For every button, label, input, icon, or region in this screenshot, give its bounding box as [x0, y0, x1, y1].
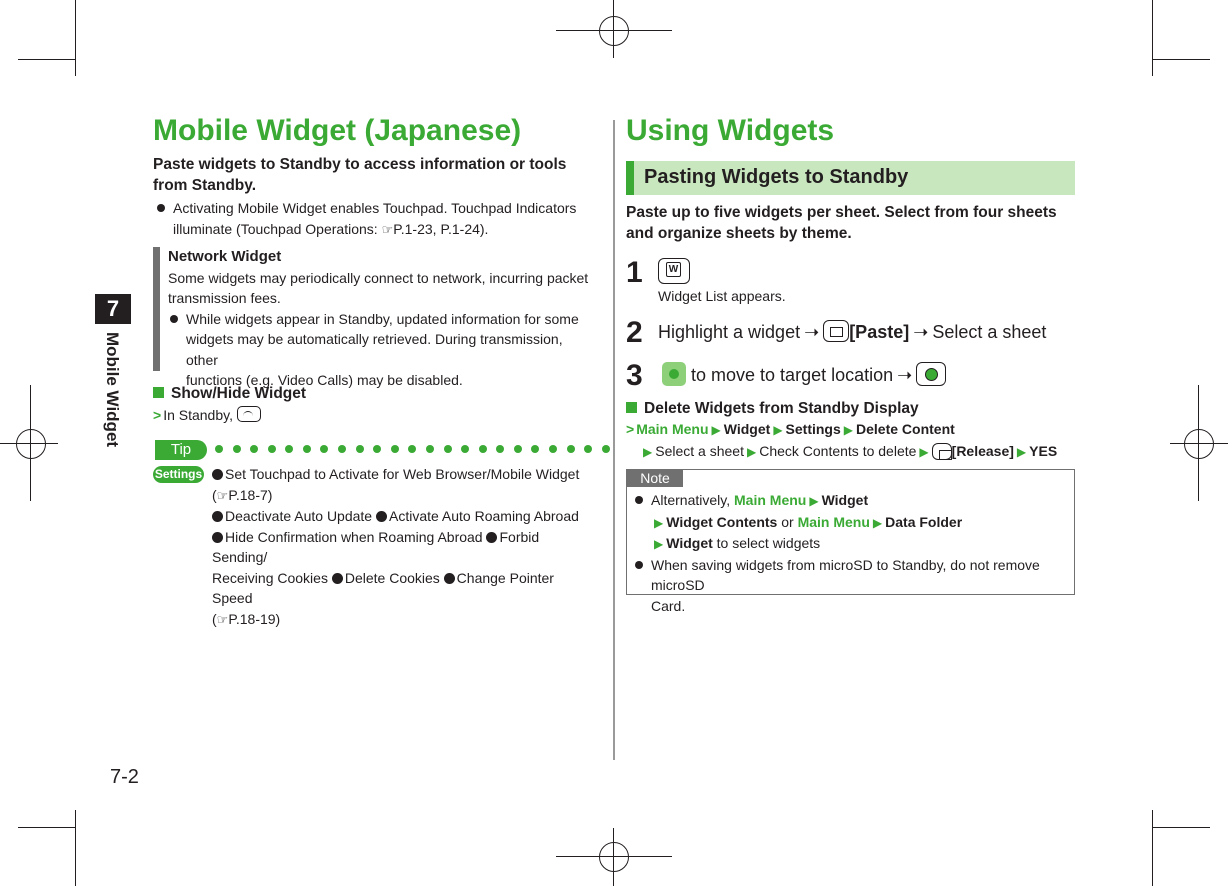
- column-divider: [613, 120, 615, 760]
- crop-mark: [18, 827, 76, 828]
- lead-text-right: [626, 202, 1076, 244]
- bullet-line: illuminate (Touchpad Operations:: [173, 220, 382, 237]
- setting-item[interactable]: Set Touchpad to Activate for Web Browser/Mobile Widget: [225, 466, 580, 482]
- settings-label: Settings: [154, 467, 203, 481]
- crop-mark: [1152, 827, 1210, 828]
- page-title-left: Mobile Widget (Japanese): [153, 114, 522, 147]
- triangle-right-icon: ▶: [872, 515, 883, 530]
- setting-item[interactable]: Activate Auto Roaming Abroad: [389, 508, 579, 524]
- delete-heading: [626, 400, 919, 418]
- section-square-icon: [153, 387, 164, 398]
- registration-circle: [1184, 429, 1214, 459]
- network-text: transmission fees.: [168, 290, 281, 306]
- bullet-dot: [212, 469, 223, 480]
- registration-circle: [599, 842, 629, 872]
- arrow-right-icon: ➝: [897, 365, 913, 385]
- registration-circle: [16, 429, 46, 459]
- bullet-dot: [170, 315, 178, 323]
- yes-option[interactable]: YES: [1029, 442, 1058, 459]
- setting-item[interactable]: Hide Confirmation when Roaming Abroad: [225, 528, 487, 545]
- menu-main-menu[interactable]: Main Menu: [734, 492, 807, 508]
- step-number: 3: [626, 359, 643, 392]
- triangle-right-icon: ▶: [711, 423, 721, 437]
- step-1-key: [658, 258, 690, 289]
- step-number: 1: [626, 256, 643, 289]
- crop-mark: [75, 810, 76, 886]
- registration-circle: [599, 16, 629, 46]
- chapter-number: 7: [95, 294, 131, 324]
- lead-text-left: [153, 154, 593, 196]
- network-widget-title: Network Widget: [168, 248, 282, 265]
- delete-step: Check Contents to delete: [759, 442, 917, 459]
- chapter-title-text: Mobile Widget: [103, 332, 122, 448]
- page-title-right: Using Widgets: [626, 114, 835, 147]
- setting-item[interactable]: Deactivate Auto Update: [225, 508, 376, 524]
- setting-item[interactable]: Forbid Sending/: [212, 528, 540, 565]
- navigation-key-icon: [662, 362, 686, 386]
- tip-dots: [215, 445, 610, 455]
- crop-mark: [1152, 810, 1153, 886]
- bullet-dot: [486, 532, 497, 543]
- setting-item[interactable]: Delete Cookies: [344, 569, 444, 586]
- network-bullet-line: While widgets appear in Standby, updated information for some: [186, 310, 579, 327]
- triangle-right-icon: ▶: [919, 444, 929, 459]
- note-text: Alternatively,: [651, 492, 734, 508]
- lead-line: and organize sheets by theme.: [626, 225, 852, 242]
- note-text: or: [777, 513, 798, 530]
- bullet-line: Activating Mobile Widget enables Touchpad. Touchpad Indicators: [173, 200, 577, 216]
- crop-mark: [1152, 0, 1153, 76]
- mail-key-icon: [932, 443, 952, 460]
- triangle-right-icon: ▶: [654, 515, 664, 530]
- network-bullet-line: widgets may be automatically retrieved. During transmission, other: [186, 331, 563, 368]
- step-arrow-icon: >: [153, 407, 162, 423]
- reference-hand-icon: ☞: [216, 487, 229, 503]
- delete-path: [626, 419, 1078, 462]
- page-number: 7-2: [110, 766, 139, 788]
- step-3-text: [662, 362, 946, 386]
- settings-list: Set Touchpad to Activate for Web Browser/Mobile Widget (☞P.18-7) Deactivate Auto Update Activate Auto Roaming Abroad Hide Confirmation when Roaming Abroad Forbid Sending/ Receiving Cookies Delete Cookies Change Pointer Speed (☞P.18-19): [212, 466, 580, 627]
- arrow-right-icon: ➝: [804, 322, 820, 342]
- step-arrow-icon: >: [626, 421, 635, 437]
- crop-mark: [75, 0, 76, 76]
- network-text: Some widgets may periodically connect to network, incurring packet: [168, 269, 589, 286]
- page-reference[interactable]: P.18-19): [228, 610, 281, 627]
- triangle-right-icon: ▶: [654, 537, 664, 551]
- setting-item[interactable]: Change Pointer Speed: [212, 569, 554, 606]
- release-softkey[interactable]: [Release]: [951, 442, 1014, 459]
- page-reference[interactable]: P.18-7): [228, 486, 273, 503]
- delete-step: Select a sheet: [655, 442, 744, 459]
- menu-widget-contents[interactable]: Widget Contents: [666, 513, 778, 530]
- delete-title: Delete Widgets from Standby Display: [644, 400, 919, 417]
- bullet-dot: [212, 532, 223, 543]
- triangle-right-icon: ▶: [643, 444, 653, 459]
- paste-softkey[interactable]: [Paste]: [849, 322, 910, 342]
- menu-main-menu[interactable]: Main Menu: [797, 513, 870, 530]
- lead-line: from Standby.: [153, 177, 257, 194]
- menu-widget[interactable]: Widget: [666, 535, 713, 551]
- lead-line: Paste widgets to Standby to access information or tools: [153, 156, 567, 173]
- step-2-action: Highlight a widget: [658, 322, 801, 342]
- step-3-action: to move to target location: [691, 365, 894, 385]
- note-text: Card.: [651, 597, 686, 614]
- step-number: 2: [626, 316, 643, 349]
- widget-key-icon: W: [658, 258, 690, 284]
- note-text: When saving widgets from microSD to Standby, do not remove microSD: [651, 556, 1040, 593]
- bullet-dot: [157, 204, 165, 212]
- section-square-icon: [626, 402, 637, 413]
- show-hide-heading: [153, 385, 306, 403]
- triangle-right-icon: ▶: [773, 423, 783, 437]
- show-hide-title: Show/Hide Widget: [171, 385, 307, 402]
- step-1-result: Widget List appears.: [658, 288, 786, 304]
- crop-mark: [1152, 59, 1210, 60]
- menu-widget[interactable]: Widget: [821, 492, 869, 508]
- network-widget-box: [153, 247, 600, 388]
- reference-hand-icon: ☞: [216, 611, 229, 627]
- show-hide-step: [153, 405, 261, 426]
- step-2-action: Select a sheet: [932, 322, 1047, 342]
- network-bullet-line: functions (e.g. Video Calls) may be disabled.: [186, 372, 463, 388]
- end-key-icon: [237, 406, 261, 422]
- bullet-dot: [332, 573, 343, 584]
- triangle-right-icon: ▶: [1016, 444, 1027, 459]
- lead-line: Paste up to five widgets per sheet. Select from four sheets: [626, 204, 1057, 221]
- note-label: Note: [627, 470, 683, 487]
- menu-settings[interactable]: Settings: [785, 421, 841, 437]
- chapter-title: [102, 332, 122, 447]
- subhead-title: Pasting Widgets to Standby: [644, 166, 909, 188]
- show-hide-step-text: In Standby,: [163, 407, 237, 423]
- bullet-dot: [444, 573, 455, 584]
- triangle-right-icon: ▶: [809, 494, 819, 508]
- menu-widget[interactable]: Widget: [723, 421, 771, 437]
- center-key-icon: [916, 362, 946, 386]
- menu-data-folder[interactable]: Data Folder: [885, 513, 963, 530]
- bullet-dot: [212, 511, 223, 522]
- crop-mark: [18, 59, 76, 60]
- setting-item[interactable]: Receiving Cookies: [212, 569, 332, 586]
- note-text: to select widgets: [712, 535, 821, 551]
- page-reference[interactable]: P.1-23, P.1-24).: [393, 220, 489, 237]
- menu-main-menu[interactable]: Main Menu: [636, 421, 709, 437]
- bullet-dot: [635, 561, 643, 569]
- arrow-right-icon: ➝: [913, 322, 929, 342]
- reference-hand-icon: ☞: [381, 221, 394, 237]
- subhead-box: [626, 161, 1075, 195]
- bullet-touchpad: [155, 198, 595, 240]
- note-box: [626, 469, 1075, 614]
- bullet-dot: [376, 511, 387, 522]
- step-2-text: [658, 320, 1046, 343]
- mail-key-icon: [823, 320, 849, 342]
- tip-label: Tip: [155, 440, 207, 460]
- triangle-right-icon: ▶: [746, 444, 757, 459]
- menu-delete-content[interactable]: Delete Content: [856, 421, 955, 437]
- triangle-right-icon: ▶: [843, 423, 854, 437]
- bullet-dot: [635, 496, 643, 504]
